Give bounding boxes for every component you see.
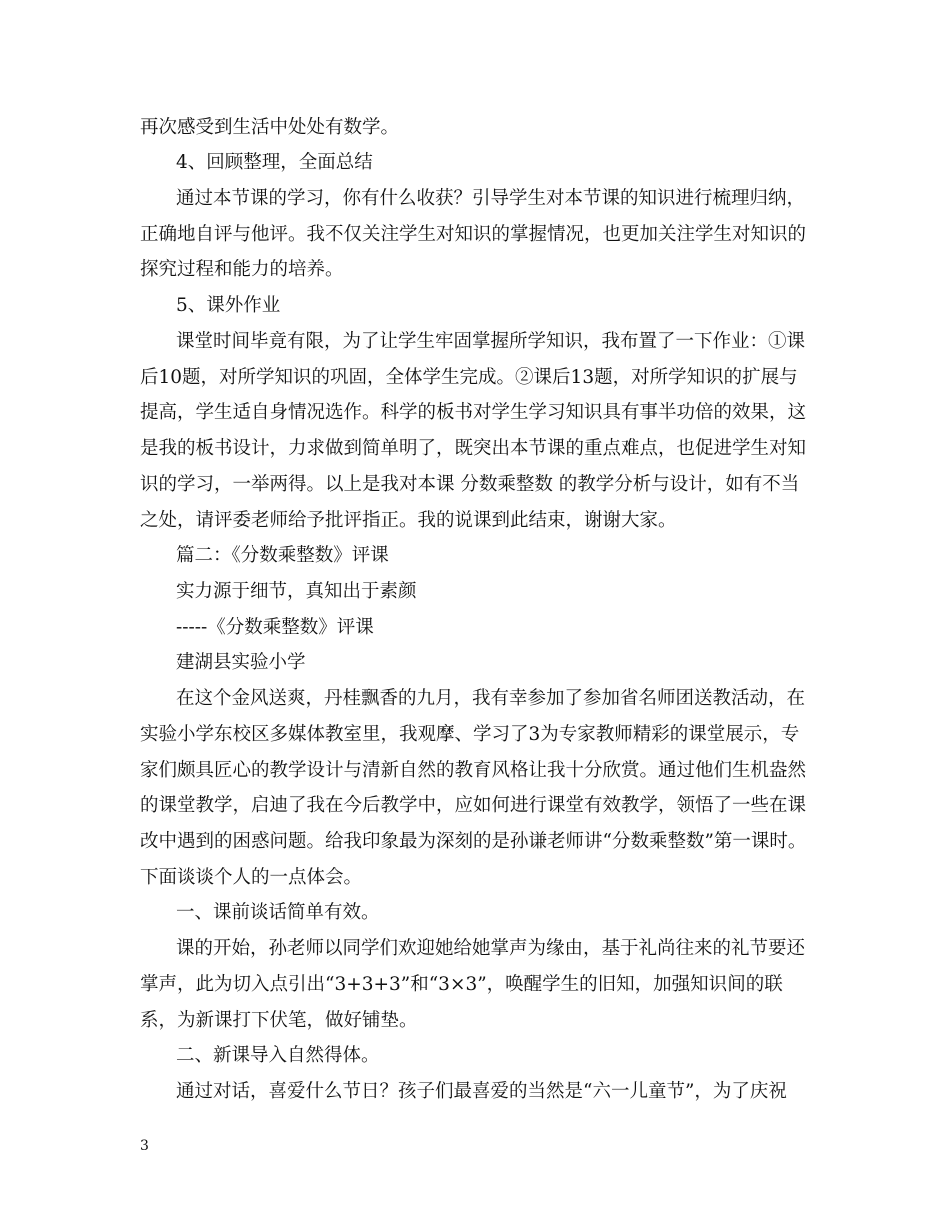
text-line: 掌声，此为切入点引出“3+3+3”和“3×3”，唤醒学生的旧知，加强知识间的联 bbox=[140, 974, 783, 995]
text-line: 系，为新课打下伏笔，做好铺垫。 bbox=[140, 1010, 418, 1031]
section-heading: 一、课前谈话简单有效。 bbox=[176, 902, 380, 923]
text-line: 在这个金风送爽，丹桂飘香的九月，我有幸参加了参加省名师团送教活动，在 bbox=[176, 688, 806, 709]
text-line: 再次感受到生活中处处有数学。 bbox=[140, 117, 400, 138]
text-line: 之处，请评委老师给予批评指正。我的说课到此结束，谢谢大家。 bbox=[140, 510, 677, 531]
section-heading: 5、课外作业 bbox=[176, 295, 281, 316]
text-line: 改中遇到的困惑问题。给我印象最为深刻的是孙谦老师讲“分数乘整数”第一课时。 bbox=[140, 831, 807, 852]
text-line: 后10题，对所学知识的巩固，全体学生完成。②课后13题，对所学知识的扩展与 bbox=[140, 367, 798, 388]
article-subtitle: 实力源于细节，真知出于素颜 bbox=[176, 581, 417, 602]
text-line: 通过本节课的学习，你有什么收获？引导学生对本节课的知识进行梳理归纳， bbox=[176, 188, 806, 209]
text-line: 课堂时间毕竟有限，为了让学生牢固掌握所学知识，我布置了一下作业：①课 bbox=[176, 331, 806, 352]
text-line: 的课堂教学，启迪了我在今后教学中，应如何进行课堂有效教学，领悟了一些在课 bbox=[140, 795, 807, 816]
section-heading: 4、回顾整理，全面总结 bbox=[176, 152, 373, 173]
text-line: 家们颇具匠心的教学设计与清新自然的教育风格让我十分欣赏。通过他们生机盎然 bbox=[140, 760, 807, 781]
text-line: 通过对话，喜爱什么节日？孩子们最喜爱的当然是“六一儿童节”，为了庆祝 bbox=[176, 1081, 787, 1102]
text-line: 下面谈谈个人的一点体会。 bbox=[140, 867, 363, 888]
page-number: 3 bbox=[140, 1138, 149, 1154]
text-line: 课的开始，孙老师以同学们欢迎她给她掌声为缘由，基于礼尚往来的礼节要还 bbox=[176, 938, 806, 959]
text-line: 是我的板书设计，力求做到简单明了，既突出本节课的重点难点，也促进学生对知 bbox=[140, 438, 807, 459]
text-line: 正确地自评与他评。我不仅关注学生对知识的掌握情况，也更加关注学生对知识的 bbox=[140, 224, 807, 245]
article-subtitle: -----《分数乘整数》评课 bbox=[176, 617, 374, 638]
text-line: 探究过程和能力的培养。 bbox=[140, 259, 344, 280]
text-line: 实验小学东校区多媒体教室里，我观摩、学习了3为专家教师精彩的课堂展示，专 bbox=[140, 724, 800, 745]
section-heading: 二、新课导入自然得体。 bbox=[176, 1045, 380, 1066]
author-affiliation: 建湖县实验小学 bbox=[176, 652, 306, 673]
text-line: 提高，学生适自身情况选作。科学的板书对学生学习知识具有事半功倍的效果，这 bbox=[140, 402, 807, 423]
text-line: 识的学习，一举两得。以上是我对本课 分数乘整数 的教学分析与设计，如有不当 bbox=[140, 474, 800, 495]
article-title: 篇二：《分数乘整数》评课 bbox=[176, 545, 389, 566]
